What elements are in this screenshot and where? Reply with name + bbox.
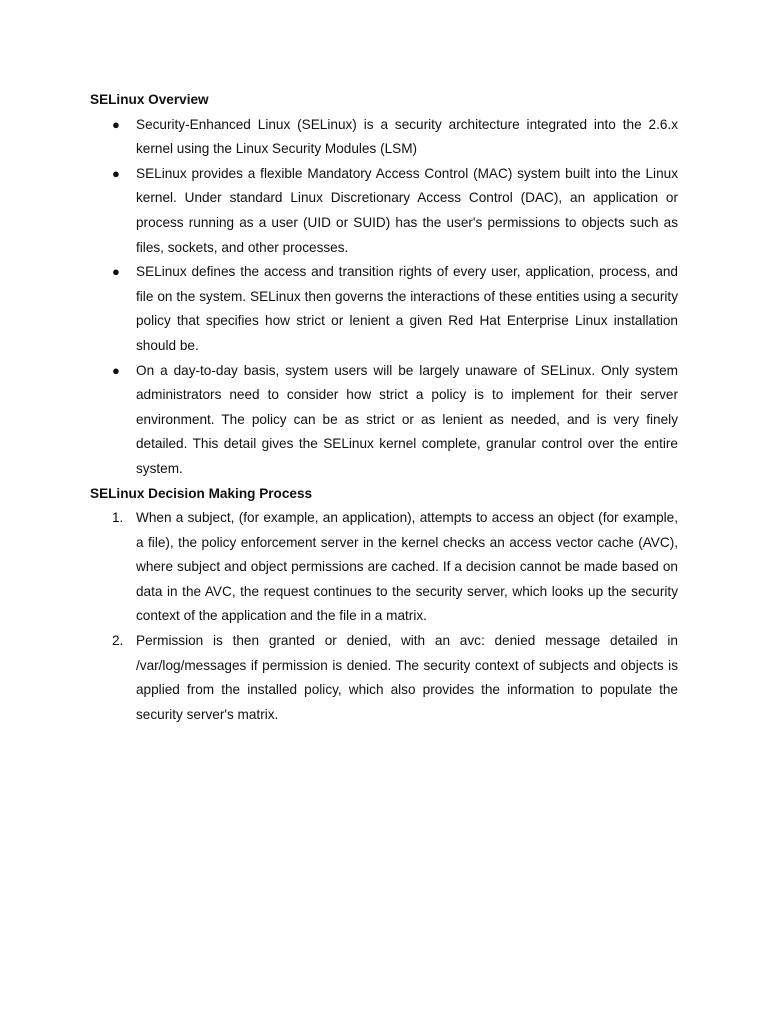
list-item-text: When a subject, (for example, an application), attempts to access an object (for example, a file), the policy enforcement server in the kernel checks an access vector cache (AVC), where subject and object permissions are cached. If a decision cannot be made based on data in the AVC, the request continues to the security server, which looks up the security context of the application and the file in a matrix. (136, 510, 678, 624)
list-item-text: SELinux defines the access and transition rights of every user, application, process, and file on the system. SELinux then governs the interactions of these entities using a security policy that specifies how strict or lenient a given Red Hat Enterprise Linux installation should be. (136, 264, 678, 353)
list-item (90, 506, 678, 629)
section-heading-overview: SELinux Overview (90, 92, 209, 107)
document-page (90, 88, 678, 727)
list-item-text: Security-Enhanced Linux (SELinux) is a security architecture integrated into the 2.6.x kernel using the Linux Security Modules (LSM) (136, 116, 678, 157)
list-item (90, 260, 678, 358)
bullet-marker: ● (112, 165, 120, 181)
section-heading-decision-process: SELinux Decision Making Process (90, 485, 313, 501)
list-item (90, 162, 678, 260)
number-marker: 1. (112, 510, 124, 526)
list-item (90, 629, 678, 727)
list-item-text: Permission is then granted or denied, with an avc: denied message detailed in /var/log/messages if permission is denied. The security context of subjects and objects is applied from the installed policy, which also provides the information to populate the security server's matrix. (136, 633, 678, 722)
list-item-text: On a day-to-day basis, system users will be largely unaware of SELinux. Only system administrators need to consider how strict a policy is to implement for their server environment. The policy can be as strict or as lenient as needed, and is very finely detailed. This detail gives the SELinux kernel complete, granular control over the entire system. (136, 362, 678, 476)
decision-process-numbered-list (90, 506, 678, 727)
bullet-marker: ● (112, 264, 120, 280)
overview-bullet-list (90, 113, 678, 482)
list-item-text: SELinux provides a flexible Mandatory Access Control (MAC) system built into the Linux kernel. Under standard Linux Discretionary Access Control (DAC), an application or process running as a user (UID or SUID) has the user's permissions to objects such as files, sockets, and other processes. (136, 165, 678, 255)
list-item (90, 113, 678, 162)
bullet-marker: ● (112, 362, 120, 378)
bullet-marker: ● (112, 116, 120, 132)
list-item (90, 359, 678, 482)
number-marker: 2. (112, 633, 124, 649)
